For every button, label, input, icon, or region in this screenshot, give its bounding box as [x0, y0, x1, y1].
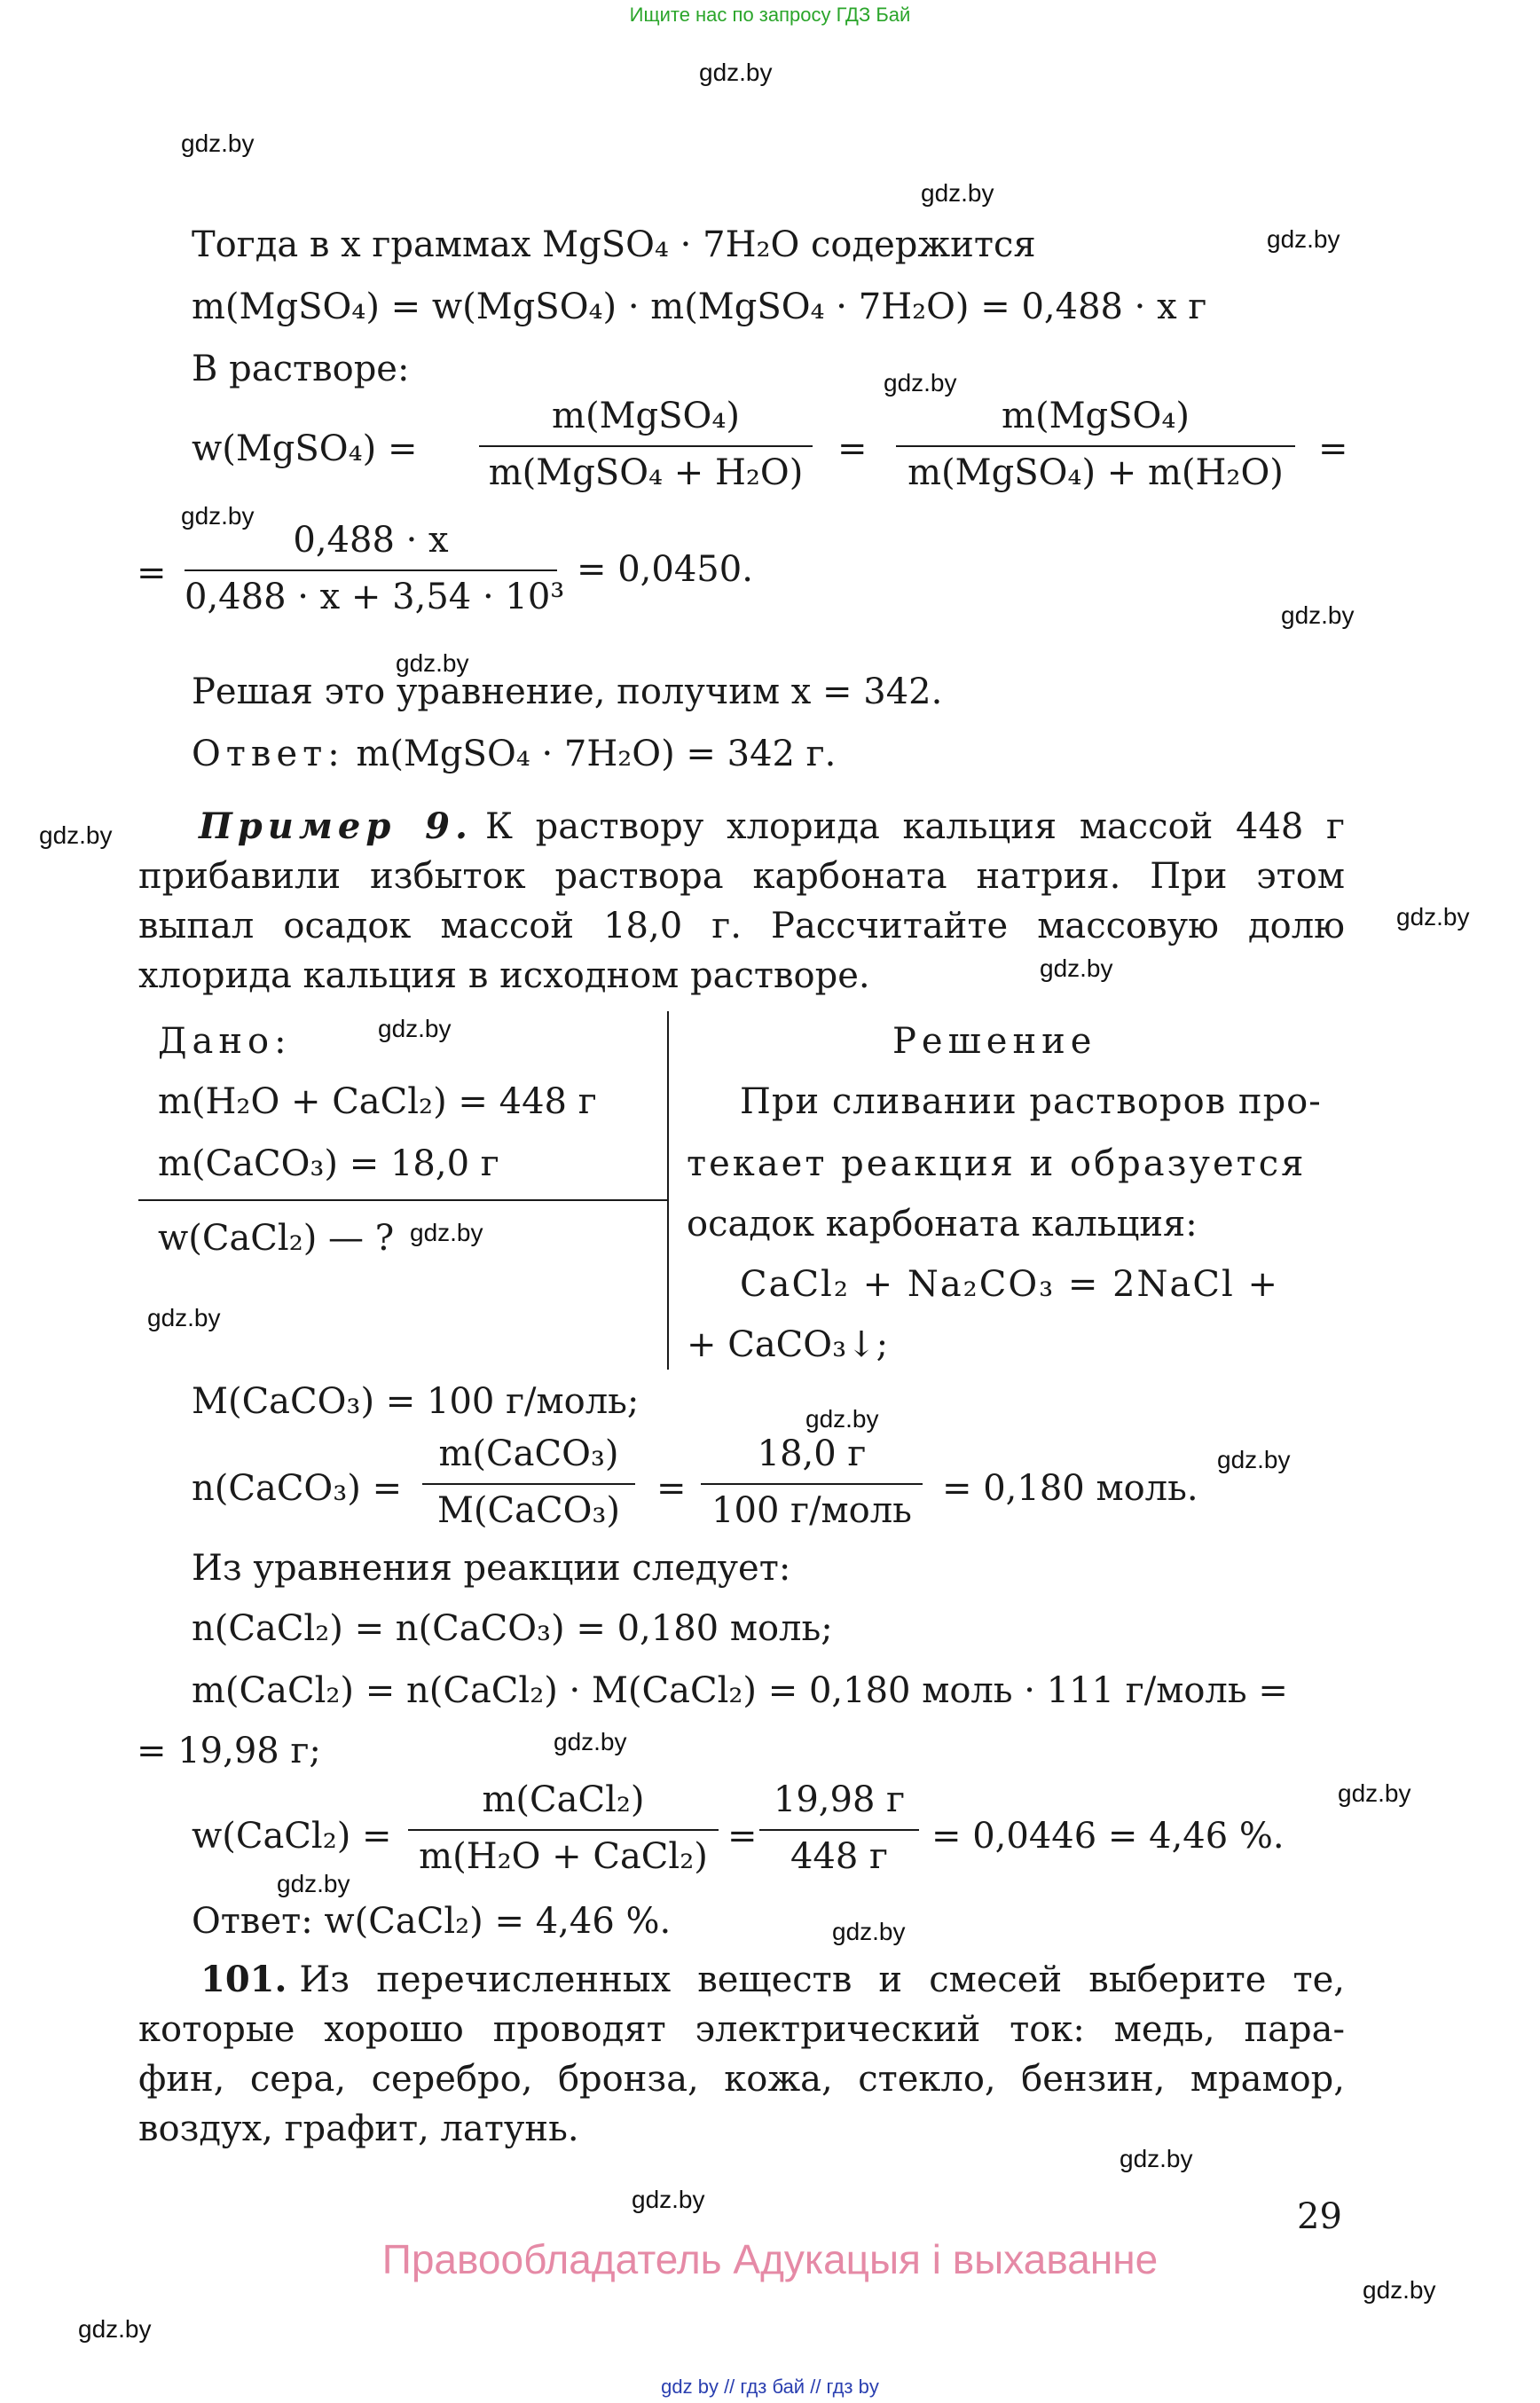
equals-sign: = [837, 428, 868, 469]
fraction-numerator: m(MgSO₄) [1002, 396, 1190, 436]
fraction-denominator: 448 г [790, 1836, 889, 1877]
example-label: Пример 9. [199, 805, 473, 847]
formula-line: m(MgSO₄) = w(MgSO₄) · m(MgSO₄ · 7H₂O) = 0,488 · x г [192, 287, 1207, 327]
equals-sign: = [727, 1816, 758, 1857]
answer-label: Ответ: [192, 734, 345, 774]
page-number: 29 [1297, 2196, 1342, 2237]
fraction-bar [701, 1483, 923, 1485]
example-line: хлорида кальция в исходном растворе. [138, 955, 870, 996]
fraction-numerator: 19,98 г [773, 1779, 906, 1820]
watermark: gdz.by [378, 1015, 452, 1042]
formula-line: M(CaCO₃) = 100 г/моль; [192, 1381, 640, 1422]
fraction-denominator: m(MgSO₄) + m(H₂O) [908, 452, 1284, 493]
task-paragraph [138, 1955, 1345, 2154]
watermark: gdz.by [1281, 601, 1355, 629]
fraction-numerator: m(CaCO₃) [438, 1433, 619, 1474]
watermark: gdz.by [147, 1304, 221, 1331]
formula-lhs: n(CaCO₃) = [192, 1468, 403, 1509]
equals-sign: = [1318, 428, 1348, 469]
formula-line: = 19,98 г; [137, 1731, 321, 1771]
formula-lhs: w(MgSO₄) = [192, 428, 418, 469]
formula-lhs: w(CaCl₂) = [192, 1816, 392, 1857]
solution-title: Решение [892, 1021, 1097, 1062]
task-line: Из перечисленных веществ и смесей выберите те, [299, 1959, 1345, 2000]
task-line: которые хорошо проводят электрический ток: медь, пара- [138, 2009, 1345, 2050]
task-number: 101. [200, 1959, 287, 2000]
example-line: прибавили избыток раствора карбоната натрия. При этом [138, 856, 1345, 897]
reaction-line: + CaCO₃↓; [687, 1324, 889, 1365]
fraction-bar [479, 445, 813, 447]
copyright-owner: Правообладатель Адукацыя і выхаванне [381, 2236, 1159, 2282]
result: = 0,180 моль. [942, 1468, 1198, 1509]
fraction-numerator: m(MgSO₄) [552, 396, 740, 436]
given-divider [138, 1199, 669, 1201]
text-line: Из уравнения реакции следует: [192, 1548, 791, 1589]
watermark: gdz.by [1217, 1446, 1291, 1473]
watermark: gdz.by [805, 1405, 879, 1433]
fraction-denominator: 100 г/моль [711, 1490, 912, 1531]
watermark: gdz.by [1267, 225, 1340, 253]
formula-line: m(CaCl₂) = n(CaCl₂) · M(CaCl₂) = 0,180 моль · 111 г/моль = [192, 1670, 1288, 1711]
task-line: фин, сера, серебро, бронза, кожа, стекло, бензин, мрамор, [138, 2059, 1345, 2100]
equals-sign: = [656, 1468, 687, 1509]
fraction-bar [422, 1483, 635, 1485]
watermark: gdz.by [632, 2186, 705, 2213]
watermark: gdz.by [1363, 2276, 1436, 2304]
fraction-denominator: 0,488 · x + 3,54 · 10³ [185, 577, 565, 617]
fraction-bar [759, 1829, 919, 1831]
header-note: Ищите нас по запросу ГДЗ Бай [629, 4, 911, 26]
watermark: gdz.by [884, 369, 957, 397]
watermark: gdz.by [1338, 1779, 1411, 1807]
watermark: gdz.by [277, 1870, 350, 1897]
watermark: gdz.by [181, 130, 255, 157]
answer-line: Ответ: w(CaCl₂) = 4,46 %. [192, 1901, 672, 1942]
example-line: выпал осадок массой 18,0 г. Рассчитайте массовую долю [138, 906, 1345, 946]
result: = 0,0446 = 4,46 %. [931, 1816, 1285, 1857]
text-line: Тогда в x граммах MgSO₄ · 7H₂O содержится [192, 224, 1036, 265]
watermark: gdz.by [39, 821, 113, 849]
solution-line: текает реакция и образуется [687, 1143, 1307, 1184]
given-item: m(CaCO₃) = 18,0 г [158, 1143, 499, 1184]
result: = 0,0450. [577, 549, 753, 590]
solution-line: При сливании растворов про- [740, 1081, 1322, 1122]
watermark: gdz.by [1040, 954, 1113, 982]
fraction-denominator: M(CaCO₃) [436, 1490, 621, 1531]
watermark: gdz.by [410, 1219, 483, 1246]
watermark: gdz.by [921, 179, 994, 207]
fraction-numerator: m(CaCl₂) [482, 1779, 645, 1820]
equals-sign: = [137, 553, 167, 593]
example-paragraph [138, 802, 1345, 1001]
answer-line [192, 733, 836, 775]
watermark: gdz.by [1120, 2145, 1193, 2172]
given-item: m(H₂O + CaCl₂) = 448 г [158, 1081, 597, 1122]
fraction-numerator: 18,0 г [757, 1433, 867, 1474]
text-line: В растворе: [192, 349, 410, 389]
watermark: gdz.by [396, 649, 469, 677]
fraction-bar [185, 569, 557, 571]
fraction-bar [408, 1829, 719, 1831]
solution-line: осадок карбоната кальция: [687, 1204, 1198, 1245]
reaction-line: CaCl₂ + Na₂CO₃ = 2NaCl + [740, 1264, 1280, 1305]
watermark: gdz.by [1396, 903, 1470, 931]
watermark: gdz.by [832, 1918, 906, 1945]
fraction-denominator: m(MgSO₄ + H₂O) [488, 452, 804, 493]
watermark: gdz.by [699, 59, 773, 86]
text-line: Решая это уравнение, получим x = 342. [192, 671, 943, 712]
given-title: Дано: [158, 1021, 292, 1062]
fraction-numerator: 0,488 · x [293, 520, 449, 561]
watermark: gdz.by [78, 2315, 152, 2343]
example-line: К раствору хлорида кальция массой 448 г [484, 806, 1345, 847]
footer-links[interactable]: gdz by // гдз бай // гдз by [661, 2376, 879, 2398]
task-line: воздух, графит, латунь. [138, 2109, 579, 2149]
table-vertical-divider [667, 1011, 669, 1370]
watermark: gdz.by [554, 1728, 627, 1755]
fraction-denominator: m(H₂O + CaCl₂) [419, 1836, 708, 1877]
find-item: w(CaCl₂) — ? [158, 1218, 395, 1259]
answer-value: m(MgSO₄ · 7H₂O) = 342 г. [356, 734, 837, 774]
fraction-bar [896, 445, 1295, 447]
watermark: gdz.by [181, 502, 255, 530]
formula-line: n(CaCl₂) = n(CaCO₃) = 0,180 моль; [192, 1608, 833, 1649]
